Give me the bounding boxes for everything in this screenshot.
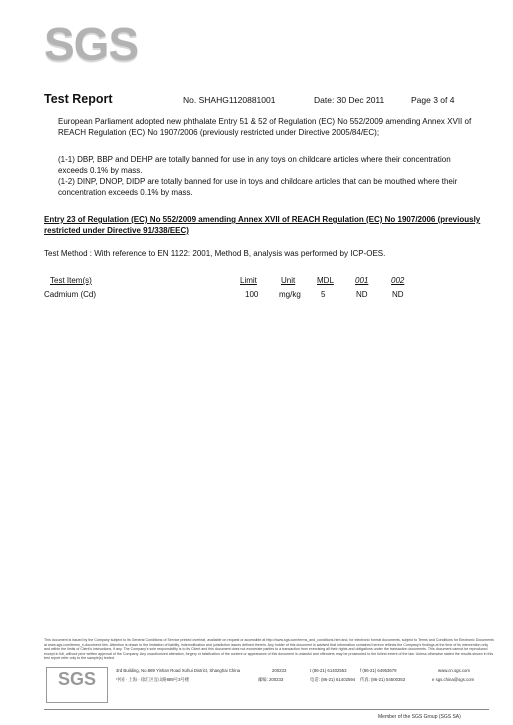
- sgs-stamp: [46, 667, 108, 703]
- cell-sample-002: ND: [392, 290, 404, 299]
- tel-cn: 电话: (86-21) 61402594: [310, 677, 356, 682]
- member-note: Member of the SGS Group (SGS SA): [378, 714, 461, 720]
- intro-paragraph: European Parliament adopted new phthalate Entry 51 & 52 of Regulation (EC) No 552/2009 amending Annex XVII of REACH Regulation (EC) No 1907/2006 (previously restricted under Directive 2005/84/EC);: [58, 117, 472, 137]
- fax-cn: 传真: (86-21) 54500353: [360, 677, 406, 682]
- postcode-cn: 邮编: 200233: [258, 677, 284, 682]
- header-unit: Unit: [281, 276, 296, 285]
- report-title: Test Report: [44, 92, 113, 106]
- cell-limit: 100: [245, 290, 259, 299]
- sgs-logo: SGS: [44, 18, 139, 70]
- section-heading: Entry 23 of Regulation (EC) No 552/2009 amending Annex XVII of REACH Regulation (EC) No 1907/2006 (previously restricted under Directive 91/338/EEC): [44, 215, 481, 235]
- cell-test-item: Cadmium (Cd): [44, 290, 97, 299]
- cell-sample-001: ND: [356, 290, 368, 299]
- header-limit: Limit: [240, 276, 257, 285]
- legal-disclaimer: This document is issued by the Company subject to its General Conditions of Service printed overleaf, available on request or accessible at http://www.sgs.com/terms_and_conditions.htm and, for electronic format documents, subject to Terms and Conditions for Electronic Documents at www.sgs.com/terms_e-document.htm. Attention is drawn to the limitation of liability, indemnification and jurisdiction issues defined therein. Any holder of this document is advised that information contained hereon reflects the Company's findings at the time of its intervention only and within the limits of Client's instructions, if any. The Company's sole responsibility is to its Client and this document does not exonerate parties to a transaction from exercising all their rights and obligations under the transaction documents. This document cannot be reproduced except in full, without prior written approval of the Company. Any unauthorized alteration, forgery or falsification of the content or appearance of this document is unlawful and offenders may be prosecuted to the fullest extent of the law. Unless otherwise stated the results shown in this test report refer only to the sample(s) tested.: [44, 638, 494, 661]
- footer-divider: [44, 709, 489, 710]
- header-sample-001: 001: [355, 276, 369, 285]
- report-number: No. SHAHG1120881001: [183, 95, 276, 105]
- email-link[interactable]: e sgs.china@sgs.com: [432, 677, 475, 682]
- report-date: Date: 30 Dec 2011: [314, 95, 385, 105]
- header-sample-002: 002: [391, 276, 405, 285]
- cell-unit: mg/kg: [279, 290, 301, 299]
- website-link[interactable]: www.cn.sgs.com: [438, 668, 470, 673]
- intro-item-1-2: (1-2) DINP, DNOP, DIDP are totally banned for use in toys and childcare articles that can be mouthed where their concentration exceeds 0.1% by mass.: [58, 177, 458, 197]
- stamp-text: SGS: [57, 669, 96, 689]
- address-en: 3rd Building, No.889 Yishan Road Xuhui District, Shanghai China: [116, 668, 240, 673]
- header-test-items: Test Item(s): [50, 276, 92, 285]
- header-mdl: MDL: [317, 276, 334, 285]
- cell-mdl: 5: [321, 290, 326, 299]
- fax-en: f (86-21) 64953679: [360, 668, 397, 673]
- intro-item-1-1: (1-1) DBP, BBP and DEHP are totally banned for use in any toys on childcare articles where their concentration exceeds 0.1% by mass.: [58, 155, 451, 175]
- tel-en: t (86-21) 61402553: [310, 668, 347, 673]
- address-cn: 中国 · 上海 · 徐汇区宜山路889号3号楼: [116, 677, 190, 682]
- page-indicator: Page 3 of 4: [411, 95, 455, 105]
- postcode-en: 200233: [272, 668, 287, 673]
- test-method: Test Method : With reference to EN 1122: 2001, Method B, analysis was performed by ICP-OES.: [44, 249, 386, 258]
